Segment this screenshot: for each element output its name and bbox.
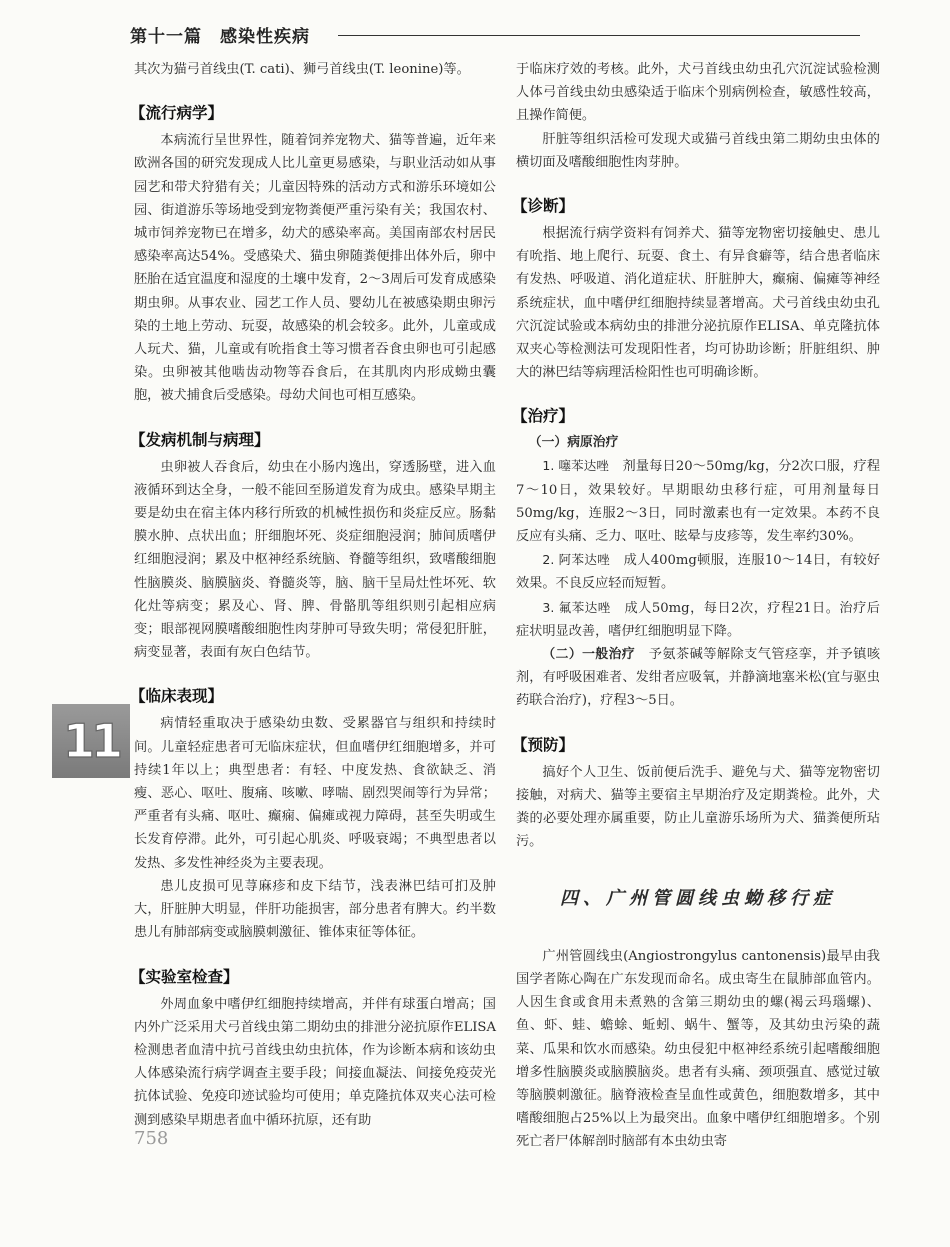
drug-name: 1. 噻苯达唑 [542,458,610,474]
chapter-tab [52,704,130,778]
drug-flubendazole [516,596,880,643]
page-number: 758 [134,1128,169,1149]
chapter-title: 四、广州管圆线虫蚴移行症 [560,888,836,910]
epidemiology-paragraph: 本病流行呈世界性，随着饲养宠物犬、猫等普遍，近年来欧洲各国的研究发现成人比儿童更易感染，与职业活动如从事园艺和带犬狩猎有关；儿童因特殊的活动方式和游乐环境如公园、街道游乐等场地受到宠物粪便严重污染有关；我国农村、城市饲养宠物已在增多，幼犬的感染率高。美国南部农村居民感染率高达54%。受感染犬、猫虫卵随粪便排出体外后，卵中胚胎在适宜温度和湿度的土壤中发育，2～3周后可发育成感染期虫卵。从事农业、园艺工作人员、婴幼儿在被感染期虫卵污染的土地上劳动、玩耍，故感染的机会较多。此外，儿童或成人玩犬、猫，儿童或有吮指食土等习惯者吞食虫卵也可引起感染。虫卵被其他啮齿动物等吞食后，在其肌肉内形成蚴虫囊胞，被犬捕食后受感染。母幼犬间也可相互感染。 [134,133,496,404]
drug-text: 成人400mg顿服，连服10～14日，有较好效果。不良反应轻而短暂。 [516,553,881,592]
subheading-etiologic-treatment: （一）病原治疗 [528,435,619,451]
biopsy-paragraph: 肝脏等组织活检可发现犬或猫弓首线虫第二期幼虫虫体的横切面及嗜酸细胞性肉芽肿。 [516,131,880,170]
section-heading-lab: 【实验室检查】 [130,967,239,986]
running-head-rule [338,35,860,36]
drug-name: 2. 阿苯达唑 [542,552,611,568]
section-heading-pathogenesis: 【发病机制与病理】 [130,430,270,449]
pathogenesis-paragraph: 虫卵被人吞食后，幼虫在小肠内逸出，穿透肠壁，进入血液循环到达全身，一般不能回至肠道发育为成虫。感染早期主要是幼虫在宿主体内移行所致的机械性损伤和炎症反应。肠黏膜水肿、点状出血；肝细胞坏死、炎症细胞浸润；肺间质嗜伊红细胞浸润；累及中枢神经系统脑、脊髓等组织，致嗜酸细胞性脑膜炎、脑膜脑炎、脊髓炎等，脑、脑干呈局灶性坏死、软化灶等病变；累及心、肾、脾、骨骼肌等组织则引起相应病变；眼部视网膜嗜酸细胞性肉芽肿可导致失明；常侵犯肝脏，病变显著，表面有灰白色结节。 [134,459,496,661]
section-heading-diagnosis: 【诊断】 [512,197,575,216]
section-heading-treatment: 【治疗】 [512,407,575,426]
intro-paragraph: 其次为猫弓首线虫(T. cati)、狮弓首线虫(T. leonine)等。 [134,62,470,77]
drug-thiabendazole [516,454,880,548]
running-head [130,20,860,48]
section-heading-epidemiology: 【流行病学】 [130,104,224,123]
chapter-tab-number: 11 [62,714,119,768]
section-heading-clinical: 【临床表现】 [130,687,224,706]
clinical-paragraph-1: 病情轻重取决于感染幼虫数、受累器官与组织和持续时间。儿童轻症患者可无临床症状，但血嗜伊红细胞增多，并可持续1年以上；典型患者：有轻、中度发热、食欲缺乏、消瘦、恶心、呕吐、腹痛、咳嗽、哮喘、剧烈哭闹等行为异常；严重者有头痛、呕吐、癫痫、偏瘫或视力障碍，甚至失明或生长发育停滞。此外，可引起心肌炎、呼吸衰竭；不典型患者以发热、多发性神经炎为主要表现。 [134,716,496,871]
prevention-paragraph: 搞好个人卫生、饭前便后洗手、避免与犬、猫等宠物密切接触，对病犬、猫等主要宿主早期治疗及定期粪检。此外，犬粪的必要处理亦属重要，防止儿童游乐场所为犬、猫粪便所玷污。 [516,764,880,850]
drug-text: 成人50mg，每日2次，疗程21日。治疗后症状明显改善，嗜伊红细胞明显下降。 [516,600,880,639]
clinical-paragraph-2: 患儿皮损可见荨麻疹和皮下结节，浅表淋巴结可扪及肿大，肝脏肿大明显，伴肝功能损害，部分患者有脾大。约半数患儿有肺部病变或脑膜刺激征、锥体束征等体征。 [134,878,496,941]
drug-text: 剂量每日20～50mg/kg，分2次口服，疗程7～10日，效果较好。早期眼幼虫移行症，可用剂量每日50mg/kg，连服2～3日，同时激素也有一定效果。本药不良反应有头痛、乏力、呕吐、眩晕与皮疹等，发生率约30%。 [516,459,881,545]
lab-continued-paragraph: 于临床疗效的考核。此外，犬弓首线虫幼虫孔穴沉淀试验检测人体弓首线虫幼虫感染适于临床个别病例检查，敏感性较高，且操作简便。 [516,62,880,124]
running-head-text [130,22,328,47]
drug-name: 3. 氟苯达唑 [542,599,611,615]
part-label: 第十一篇 [130,26,202,47]
general-treatment-text: 予氨茶碱等解除支气管痉挛，并予镇咳剂，有呼吸困难者、发绀者应吸氧，并静滴地塞米松(宜与驱虫药联合治疗)，疗程3～5日。 [516,647,881,709]
diagnosis-paragraph: 根据流行病学资料有饲养犬、猫等宠物密切接触史、患儿有吮指、地上爬行、玩耍、食土、有异食癖等，结合患者临床有发热、呼吸道、消化道症状、肝脏肿大，癫痫、偏瘫等神经系统症状，血中嗜伊红细胞持续显著增高。犬弓首线虫幼虫孔穴沉淀试验或本病幼虫的排泄分泌抗原作ELISA、单克隆抗体双夹心等检测法可发现阳性者，均可协助诊断；肝脏组织、肿大的淋巴结等病理活检阳性也可明确诊断。 [516,226,880,381]
lab-paragraph: 外周血象中嗜伊红细胞持续增高，并伴有球蛋白增高；国内外广泛采用犬弓首线虫第二期幼虫的排泄分泌抗原作ELISA检测患者血清中抗弓首线虫幼虫抗体，作为诊断本病和该幼虫人体感染流行病学调查主要手段；间接血凝法、间接免疫荧光抗体试验、免疫印迹试验均可使用；单克隆抗体双夹心法可检测到感染早期患者血中循环抗原，还有助 [134,996,496,1128]
part-title: 感染性疾病 [220,26,310,47]
subheading-general-treatment: （二）一般治疗 [542,647,636,663]
section-heading-prevention: 【预防】 [512,735,575,754]
angiostrongylus-paragraph: 广州管圆线虫(Angiostrongylus cantonensis)最早由我国学者陈心陶在广东发现而命名。成虫寄生在鼠肺部血管内。人因生食或食用未煮熟的含第三期幼虫的螺(褐云玛瑙螺)、鱼、虾、蛙、蟾蜍、蚯蚓、蜗牛、蟹等，及其幼虫污染的蔬菜、瓜果和饮水而感染。幼虫侵犯中枢神经系统引起嗜酸细胞增多性脑膜炎或脑膜脑炎。患者有头痛、颈项强直、感觉过敏等脑膜刺激征。脑脊液检查呈血性或黄色，细胞数增多，其中嗜酸细胞占25%以上为最突出。血象中嗜伊红细胞增多。个别死亡者尸体解剖时脑部有本虫幼虫寄 [516,948,880,1150]
right-column [512,58,881,1154]
general-treatment-paragraph [516,643,880,713]
drug-albendazole [516,548,880,595]
left-column [130,58,496,1132]
